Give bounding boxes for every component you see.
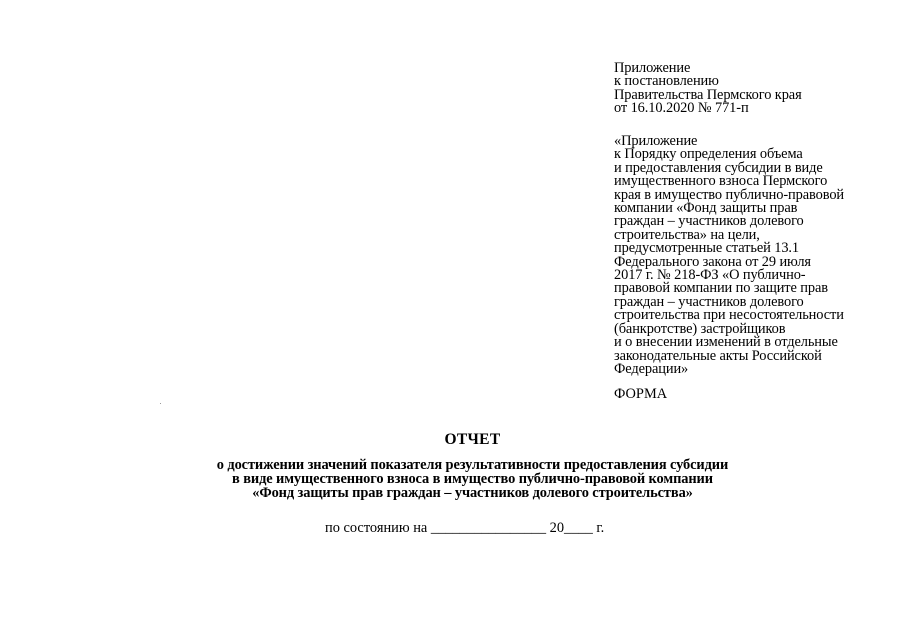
as-of-date-line: по состоянию на ________________ 20____ г. — [325, 520, 605, 536]
approval-line: Правительства Пермского края — [614, 86, 802, 103]
appendix-line: Федерального закона от 29 июля — [614, 253, 811, 270]
appendix-line: к Порядку определения объема — [614, 146, 803, 163]
report-subtitle-line: о достижении значений показателя результативности предоставления субсидии — [216, 457, 729, 473]
appendix-line: имущественного взноса Пермского — [614, 173, 828, 190]
appendix-line: 2017 г. № 218-ФЗ «О публично- — [614, 267, 806, 284]
appendix-line: Федерации» — [614, 360, 689, 377]
appendix-line: строительства при несостоятельности — [614, 307, 844, 324]
appendix-line: «Приложение — [614, 133, 698, 149]
appendix-line: граждан – участников долевого — [614, 213, 804, 230]
report-title: ОТЧЕТ — [444, 431, 501, 448]
scan-speck — [160, 403, 161, 404]
appendix-line: строительства» на цели, — [614, 226, 760, 243]
appendix-line: и о внесении изменений в отдельные — [614, 334, 838, 351]
appendix-reference — [614, 135, 904, 376]
appendix-line: правовой компании по защите прав — [614, 280, 828, 297]
appendix-line: компании «Фонд защиты прав — [614, 200, 798, 217]
approval-line: от 16.10.2020 № 771-п — [614, 100, 749, 117]
appendix-line: и предоставления субсидии в виде — [614, 159, 823, 176]
form-label: ФОРМА — [614, 386, 668, 402]
report-subtitle-line: в виде имущественного взноса в имущество публично-правовой компании — [232, 471, 713, 487]
report-subtitle — [0, 458, 905, 500]
appendix-line: края в имущество публично-правовой — [614, 186, 845, 203]
approval-stamp — [614, 62, 904, 116]
appendix-line: законодательные акты Российской — [614, 347, 822, 364]
approval-line: к постановлению — [614, 73, 719, 90]
appendix-line: предусмотренные статьей 13.1 — [614, 240, 800, 257]
appendix-line: граждан – участников долевого — [614, 293, 804, 310]
approval-line: Приложение — [614, 60, 691, 76]
report-subtitle-line: «Фонд защиты прав граждан – участников долевого строительства» — [252, 485, 693, 501]
appendix-line: (банкротстве) застройщиков — [614, 320, 786, 337]
